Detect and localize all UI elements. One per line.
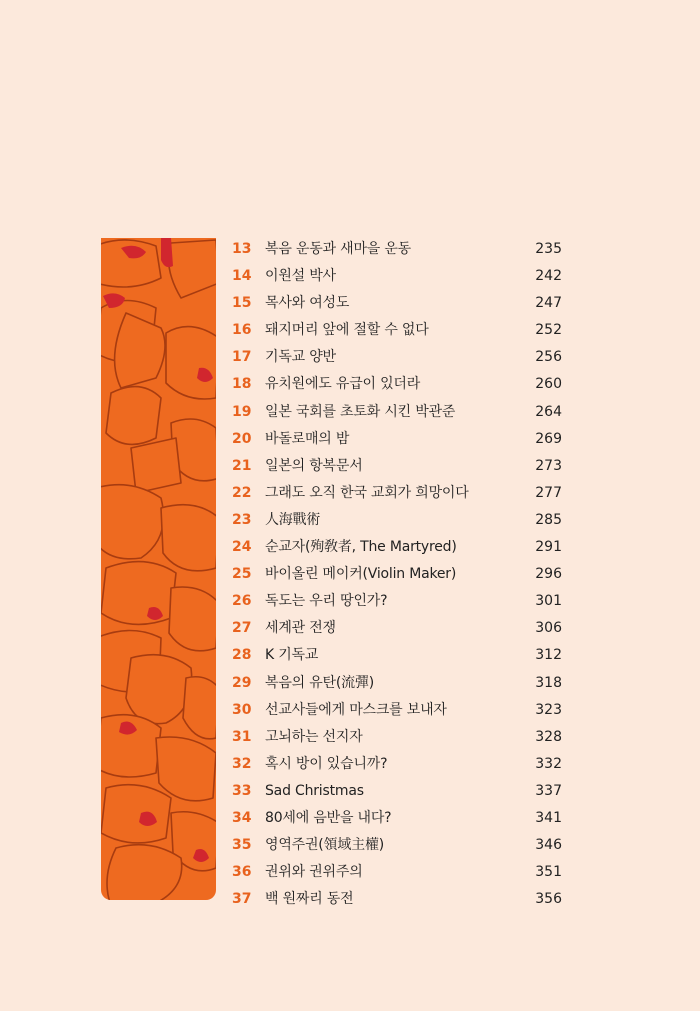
page-number: 301 bbox=[535, 593, 562, 610]
chapter-title: 人海戰術 bbox=[265, 511, 321, 528]
decorative-pattern-panel bbox=[101, 238, 216, 900]
toc-entry bbox=[232, 805, 572, 832]
toc-entry bbox=[232, 615, 572, 642]
page-number: 328 bbox=[535, 728, 562, 745]
chapter-title: 목사와 여성도 bbox=[265, 295, 350, 312]
chapter-title: 백 원짜리 동전 bbox=[265, 891, 354, 908]
toc-entry bbox=[232, 859, 572, 886]
chapter-number: 28 bbox=[232, 647, 252, 664]
chapter-title: 유치원에도 유급이 있더라 bbox=[265, 376, 421, 393]
toc-entry bbox=[232, 886, 572, 913]
chapter-title: 그래도 오직 한국 교회가 희망이다 bbox=[265, 484, 469, 501]
chapter-title: 복음의 유탄(流彈) bbox=[265, 674, 374, 691]
chapter-number: 37 bbox=[232, 891, 252, 908]
toc-entry bbox=[232, 371, 572, 398]
chapter-title: 고뇌하는 선지자 bbox=[265, 728, 363, 745]
toc-entry bbox=[232, 832, 572, 859]
page-number: 256 bbox=[535, 349, 562, 366]
toc-entry bbox=[232, 236, 572, 263]
puzzle-pattern-illustration bbox=[101, 238, 216, 900]
chapter-number: 23 bbox=[232, 511, 252, 528]
chapter-number: 14 bbox=[232, 268, 252, 285]
chapter-title: 이원설 박사 bbox=[265, 268, 336, 285]
toc-entry bbox=[232, 263, 572, 290]
chapter-title: 돼지머리 앞에 절할 수 없다 bbox=[265, 322, 429, 339]
chapter-number: 13 bbox=[232, 241, 252, 257]
page-number: 351 bbox=[535, 864, 562, 881]
chapter-number: 20 bbox=[232, 430, 252, 447]
chapter-title: 혹시 방이 있습니까? bbox=[265, 755, 388, 772]
page-number: 264 bbox=[535, 403, 562, 420]
chapter-number: 34 bbox=[232, 809, 252, 826]
toc-entry bbox=[232, 290, 572, 317]
chapter-title: 80세에 음반을 내다? bbox=[265, 809, 392, 826]
toc-entry bbox=[232, 642, 572, 669]
page-number: 273 bbox=[535, 457, 562, 474]
toc-entry bbox=[232, 588, 572, 615]
chapter-number: 21 bbox=[232, 457, 252, 474]
chapter-number: 27 bbox=[232, 620, 252, 637]
chapter-number: 18 bbox=[232, 376, 252, 393]
page-number: 306 bbox=[535, 620, 562, 637]
chapter-title: 바이올린 메이커(Violin Maker) bbox=[265, 566, 457, 583]
chapter-title: 순교자(殉敎者, The Martyred) bbox=[265, 539, 457, 556]
toc-entry bbox=[232, 507, 572, 534]
page-number: 332 bbox=[535, 755, 562, 772]
chapter-title: 세계관 전쟁 bbox=[265, 620, 336, 637]
chapter-title: 일본 국회를 초토화 시킨 박관준 bbox=[265, 403, 456, 420]
page-number: 341 bbox=[535, 809, 562, 826]
page-number: 247 bbox=[535, 295, 562, 312]
chapter-number: 25 bbox=[232, 566, 252, 583]
chapter-number: 30 bbox=[232, 701, 252, 718]
chapter-number: 19 bbox=[232, 403, 252, 420]
toc-entry bbox=[232, 561, 572, 588]
toc-entry bbox=[232, 453, 572, 480]
table-of-contents bbox=[232, 236, 572, 913]
chapter-title: 독도는 우리 땅인가? bbox=[265, 593, 388, 610]
chapter-title: 기독교 양반 bbox=[265, 349, 336, 366]
toc-entry bbox=[232, 751, 572, 778]
page-number: 277 bbox=[535, 484, 562, 501]
chapter-number: 26 bbox=[232, 593, 252, 610]
toc-entry bbox=[232, 534, 572, 561]
toc-entry bbox=[232, 317, 572, 344]
page-number: 312 bbox=[535, 647, 562, 664]
page-number: 296 bbox=[535, 566, 562, 583]
chapter-number: 29 bbox=[232, 674, 252, 691]
chapter-title: 바돌로매의 밤 bbox=[265, 430, 350, 447]
chapter-title: 일본의 항복문서 bbox=[265, 457, 363, 474]
page-number: 337 bbox=[535, 782, 562, 799]
toc-entry bbox=[232, 426, 572, 453]
toc-entry bbox=[232, 344, 572, 371]
toc-entry bbox=[232, 399, 572, 426]
chapter-title: 선교사들에게 마스크를 보내자 bbox=[265, 701, 447, 718]
page-number: 318 bbox=[535, 674, 562, 691]
chapter-title: K 기독교 bbox=[265, 647, 319, 664]
chapter-number: 35 bbox=[232, 837, 252, 854]
page-number: 260 bbox=[535, 376, 562, 393]
toc-entry bbox=[232, 480, 572, 507]
page-number: 285 bbox=[535, 511, 562, 528]
chapter-title: 영역주권(領域主權) bbox=[265, 837, 385, 854]
chapter-title: 복음 운동과 새마을 운동 bbox=[265, 241, 411, 257]
chapter-number: 32 bbox=[232, 755, 252, 772]
chapter-title: 권위와 권위주의 bbox=[265, 864, 363, 881]
chapter-number: 22 bbox=[232, 484, 252, 501]
chapter-number: 36 bbox=[232, 864, 252, 881]
toc-entry bbox=[232, 670, 572, 697]
page-number: 269 bbox=[535, 430, 562, 447]
page-number: 252 bbox=[535, 322, 562, 339]
page-number: 346 bbox=[535, 837, 562, 854]
chapter-number: 15 bbox=[232, 295, 252, 312]
chapter-title: Sad Christmas bbox=[265, 782, 364, 799]
page-number: 356 bbox=[535, 891, 562, 908]
page-number: 235 bbox=[535, 241, 562, 257]
toc-entry bbox=[232, 697, 572, 724]
chapter-number: 33 bbox=[232, 782, 252, 799]
page-number: 291 bbox=[535, 539, 562, 556]
page-number: 242 bbox=[535, 268, 562, 285]
chapter-number: 17 bbox=[232, 349, 252, 366]
chapter-number: 31 bbox=[232, 728, 252, 745]
page-number: 323 bbox=[535, 701, 562, 718]
chapter-number: 16 bbox=[232, 322, 252, 339]
chapter-number: 24 bbox=[232, 539, 252, 556]
toc-entry bbox=[232, 724, 572, 751]
toc-entry bbox=[232, 778, 572, 805]
